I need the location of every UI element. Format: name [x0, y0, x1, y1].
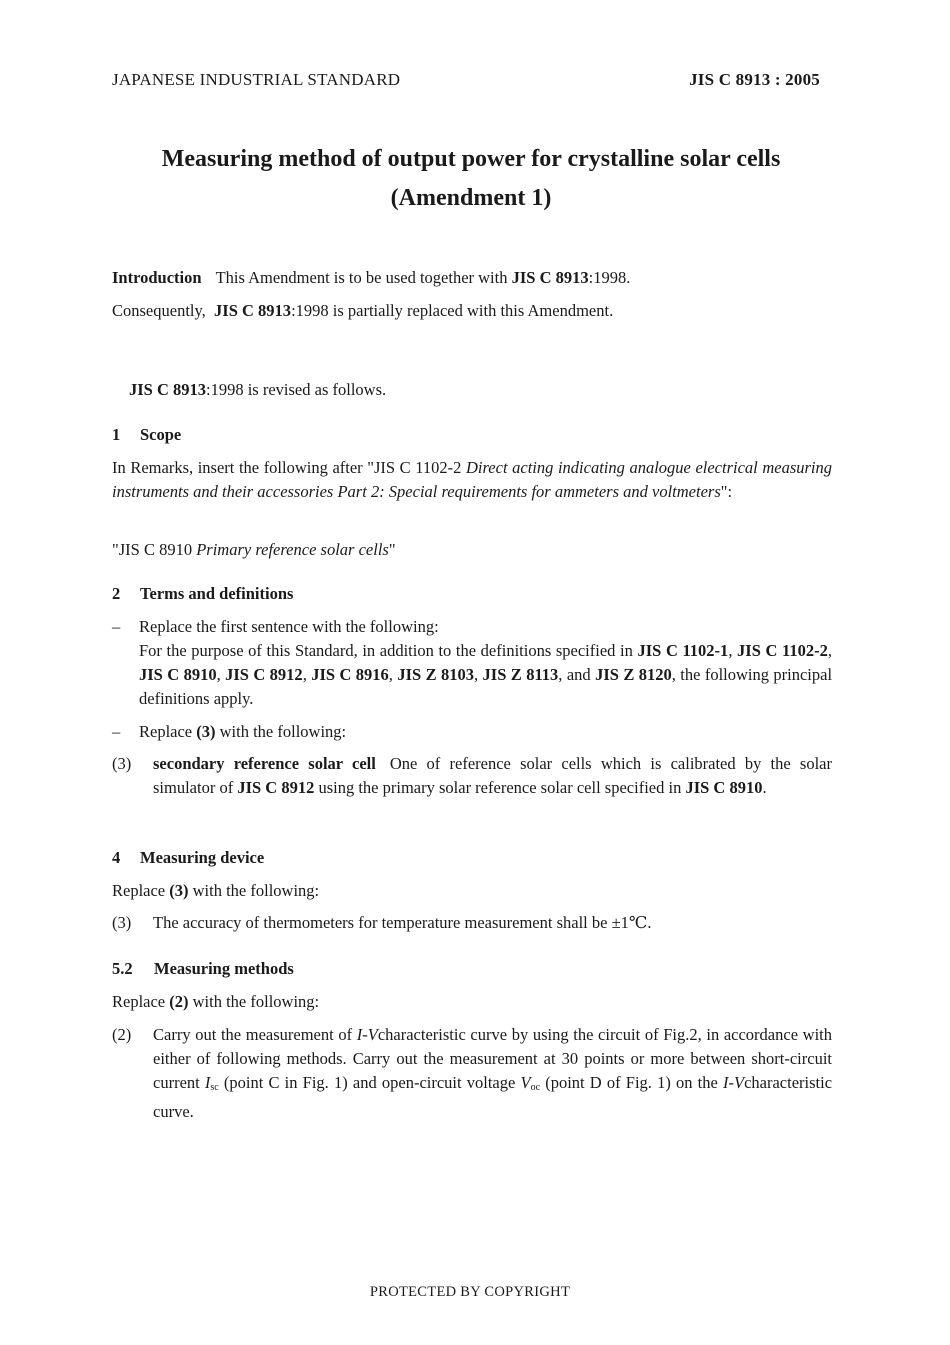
revised-statement: JIS C 8913:1998 is revised as follows. — [129, 380, 387, 399]
section-4-replace: Replace (3) with the following: — [112, 881, 320, 900]
header-standard-type: JAPANESE INDUSTRIAL STANDARD — [112, 70, 401, 89]
section-2-item-2: – Replace (3) with the following: — [112, 722, 347, 741]
section-2-item-1: – Replace the first sentence with the following: For the purpose of this Standard, in addition to the definitions specified in JIS C 1102-1, JIS C 1102-2, JIS C 8910, JIS C 8912, JIS C 8916, JIS Z 8103, JIS Z 8113, and JIS Z 8120, the following principal definitions apply. — [112, 615, 832, 711]
section-1-text: In Remarks, insert the following after "JIS C 1102-2 Direct acting indicating analogue electrical measuring instruments and their accessories Part 2: Special requirements for ammeters and voltmeters": — [112, 458, 833, 501]
copyright-footer: PROTECTED BY COPYRIGHT — [369, 1284, 571, 1300]
introduction-line-1: Introduction This Amendment is to be used together with JIS C 8913:1998. — [112, 268, 631, 287]
title-line-1: Measuring method of output power for crystalline solar cells — [161, 146, 781, 172]
introduction-line-2: Consequently, JIS C 8913:1998 is partially replaced with this Amendment. — [112, 301, 614, 320]
definition-term: secondary reference solar cell — [153, 754, 376, 773]
introduction-label: Introduction — [112, 268, 202, 287]
section-2-heading: 2 Terms and definitions — [112, 584, 294, 603]
section-1-quote: "JIS C 8910 Primary reference solar cells" — [112, 540, 396, 559]
section-1-heading: 1 Scope — [112, 425, 182, 444]
header-standard-number: JIS C 8913 : 2005 — [689, 70, 820, 89]
section-4-item-3: (3) The accuracy of thermometers for temperature measurement shall be ±1℃. — [112, 913, 652, 932]
section-2-definition-3: (3) secondary reference solar cell One of reference solar cells which is calibrated by the solar simulator of JIS C 8912 using the primary solar reference solar cell specified in JIS C 8910. — [112, 754, 833, 797]
section-4-heading: 4 Measuring device — [112, 848, 265, 867]
section-5-2-heading: 5.2 Measuring methods — [112, 959, 294, 978]
page-title — [100, 140, 842, 218]
title-line-2: (Amendment 1) — [390, 185, 552, 211]
section-5-2-replace: Replace (2) with the following: — [112, 992, 320, 1011]
section-2-definition-scope: For the purpose of this Standard, in addition to the definitions specified in JIS C 1102-1, JIS C 1102-2, JIS C 8910, JIS C 8912, JIS C 8916, JIS Z 8103, JIS Z 8113, and JIS Z 8120, the following principal definitions apply. — [139, 641, 833, 708]
section-5-2-item-2: (2) Carry out the measurement of I-Vcharacteristic curve by using the circuit of Fig.2, in accordance with either of following methods. Carry out the measurement at 30 points or more between short-circuit current $I_{sc}$ (point C in Fig. 1) and open-circuit voltage $V_{oc}$ (point D of Fig. 1) on the I-Vcharacteristic curve. — [112, 1025, 833, 1121]
